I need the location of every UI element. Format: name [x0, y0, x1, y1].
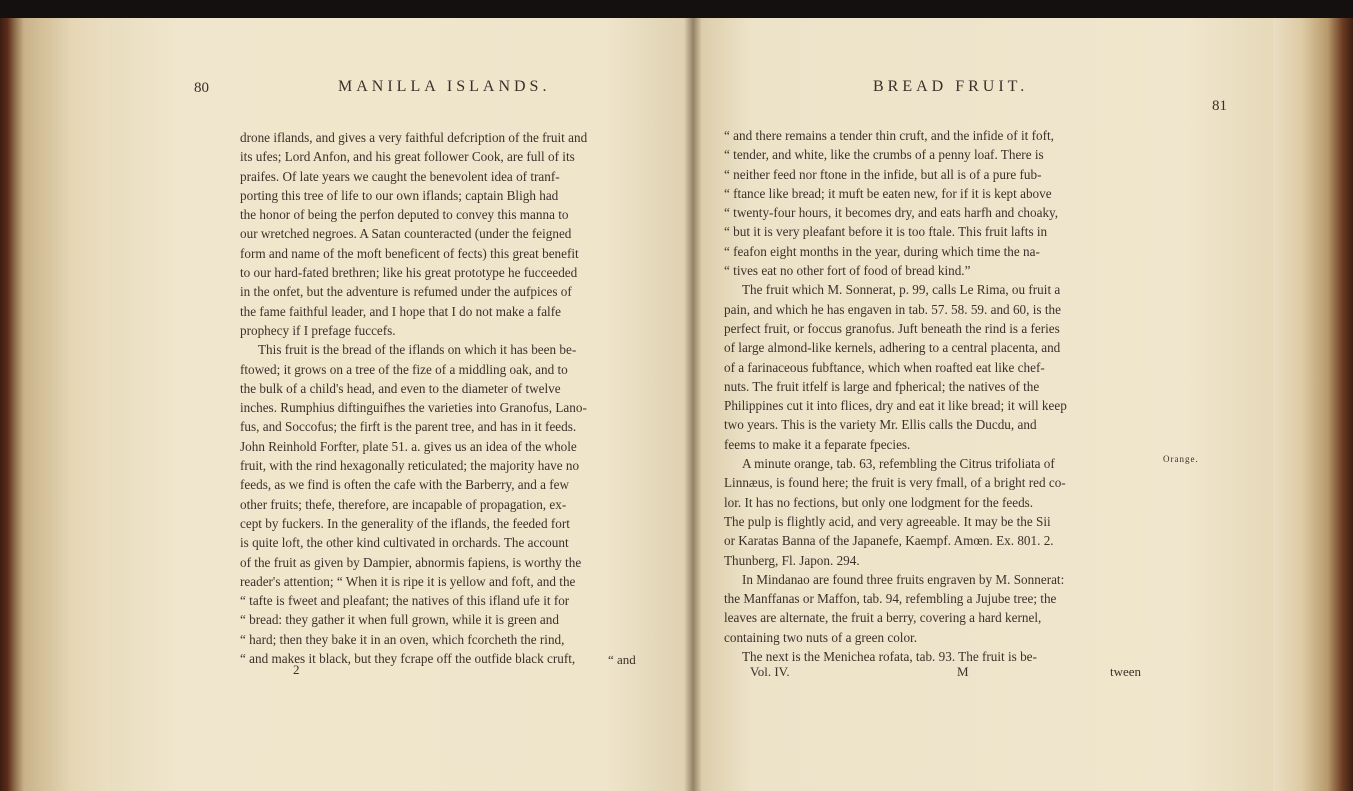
- text-line: The next is the Menichea rofata, tab. 93. The fruit is be-: [742, 649, 1037, 665]
- text-line: ftowed; it grows on a tree of the fize of a middling oak, and to: [240, 361, 568, 377]
- text-line: feeds, as we find is often the cafe with the Barberry, and a few: [240, 477, 570, 493]
- right-signature-mark: M: [957, 664, 969, 679]
- book-edge-right: [1268, 18, 1353, 791]
- right-signature: Vol. IV.: [750, 664, 790, 679]
- text-line: The pulp is flightly acid, and very agreeable. It may be the Sii: [724, 513, 1051, 529]
- text-line: of the fruit as given by Dampier, abnormis fapiens, is worthy the: [240, 554, 582, 570]
- text-line: This fruit is the bread of the iflands on which it has been be-: [258, 342, 577, 358]
- text-line: the bulk of a child's head, and even to the diameter of twelve: [240, 380, 561, 396]
- left-page-number: 80: [194, 80, 209, 96]
- text-line: two years. This is the variety Mr. Ellis calls the Ducdu, and: [724, 417, 1037, 433]
- text-line: pain, and which he has engaven in tab. 57. 58. 59. and 60, is the: [724, 301, 1061, 317]
- text-line: “ twenty-four hours, it becomes dry, and eats harfh and choaky,: [724, 205, 1059, 221]
- text-line: in the onfet, but the adventure is refumed under the aufpices of: [240, 284, 572, 300]
- text-line: “ bread: they gather it when full grown, while it is green and: [240, 612, 559, 628]
- text-line: lor. It has no fections, but only one lodgment for the feeds.: [724, 494, 1034, 510]
- text-line: the fame faithful leader, and I hope that I do not make a falfe: [240, 303, 561, 319]
- text-line: “ and there remains a tender thin cruft, and the infide of it foft,: [724, 128, 1054, 143]
- text-line: “ hard; then they bake it in an oven, which fcorcheth the rind,: [240, 631, 565, 647]
- text-line: The fruit which M. Sonnerat, p. 99, calls Le Rima, ou fruit a: [742, 282, 1061, 298]
- text-line: leaves are alternate, the fruit a berry, covering a hard kernel,: [724, 610, 1042, 626]
- text-line: of large almond-like kernels, adhering to a central placenta, and: [724, 340, 1061, 356]
- text-line: other fruits; thefe, therefore, are incapable of propagation, ex-: [240, 496, 567, 512]
- book-edge-left: [0, 18, 120, 791]
- text-line: “ ftance like bread; it muft be eaten new, for if it is kept above: [724, 185, 1052, 201]
- left-body-text: [240, 128, 672, 668]
- text-line: feems to make it a feparate fpecies.: [724, 436, 911, 452]
- text-line: of a farinaceous fubftance, which when roafted eat like chef-: [724, 359, 1045, 375]
- right-catchword: tween: [1110, 664, 1142, 679]
- text-line: prophecy if I prefage fuccefs.: [240, 322, 396, 338]
- text-line: Linnæus, is found here; the fruit is very fmall, of a bright red co-: [724, 475, 1066, 491]
- left-signature: 2: [293, 662, 300, 677]
- margin-note-orange: Orange.: [1163, 454, 1199, 464]
- text-line: drone iflands, and gives a very faithful defcription of the fruit and: [240, 130, 588, 145]
- text-line: “ neither feed nor ftone in the infide, but all is of a pure fub-: [724, 166, 1042, 182]
- text-line: “ tender, and white, like the crumbs of a penny loaf. There is: [724, 147, 1044, 163]
- text-line: cept by fuckers. In the generality of the iflands, the feeded fort: [240, 515, 570, 531]
- text-line: “ and makes it black, but they fcrape off the outfide black cruft,: [240, 651, 576, 667]
- text-line: form and name of the moft beneficent of fects) this great benefit: [240, 245, 579, 261]
- text-line: the honor of being the perfon deputed to convey this manna to: [240, 207, 569, 223]
- text-line: Thunberg, Fl. Japon. 294.: [724, 552, 860, 568]
- text-line: “ tafte is fweet and pleafant; the natives of this ifland ufe it for: [240, 593, 570, 609]
- left-catchword: “ and: [608, 652, 636, 667]
- text-line: reader's attention; “ When it is ripe it is yellow and foft, and the: [240, 573, 576, 589]
- text-line: porting this tree of life to our own iflands; captain Bligh had: [240, 187, 559, 203]
- scanner-top-border: [0, 0, 1353, 18]
- text-line: is quite loft, the other kind cultivated in orchards. The account: [240, 535, 569, 551]
- text-line: fruit, with the rind hexagonally reticulated; the majority have no: [240, 458, 580, 474]
- right-running-head: BREAD FRUIT.: [873, 78, 1029, 95]
- text-line: “ tives eat no other fort of food of bread kind.”: [724, 263, 971, 279]
- text-line: Philippines cut it into flices, dry and eat it like bread; it will keep: [724, 398, 1067, 414]
- text-line: “ feafon eight months in the year, during which time the na-: [724, 243, 1040, 259]
- text-line: perfect fruit, or foccus granofus. Juft beneath the rind is a feries: [724, 320, 1060, 336]
- text-line: or Karatas Banna of the Japanefe, Kaempf. Amœn. Ex. 801. 2.: [724, 533, 1054, 549]
- right-page-number: 81: [1212, 98, 1227, 114]
- book-gutter: [684, 18, 702, 791]
- left-running-head: MANILLA ISLANDS.: [338, 78, 551, 95]
- text-line: inches. Rumphius diftinguifhes the varieties into Granofus, Lano-: [240, 400, 587, 416]
- text-line: A minute orange, tab. 63, refembling the Citrus trifoliata of: [742, 456, 1055, 472]
- text-line: In Mindanao are found three fruits engraven by M. Sonnerat:: [742, 571, 1065, 587]
- text-line: praifes. Of late years we caught the benevolent idea of tranf-: [240, 168, 560, 184]
- text-line: “ but it is very pleafant before it is too ftale. This fruit lafts in: [724, 224, 1048, 240]
- text-line: fus, and Soccofus; the firft is the parent tree, and has in it feeds.: [240, 419, 577, 435]
- text-line: John Reinhold Forfter, plate 51. a. gives us an idea of the whole: [240, 438, 577, 454]
- text-line: its ufes; Lord Anfon, and his great follower Cook, are full of its: [240, 149, 575, 165]
- right-body-text: [724, 126, 1160, 666]
- text-line: our wretched negroes. A Satan counteracted (under the feigned: [240, 226, 572, 242]
- text-line: containing two nuts of a green color.: [724, 629, 918, 645]
- text-line: to our hard-fated brethren; like his great prototype he fucceeded: [240, 265, 578, 281]
- text-line: nuts. The fruit itfelf is large and fpherical; the natives of the: [724, 378, 1040, 394]
- text-line: the Manffanas or Maffon, tab. 94, refembling a Jujube tree; the: [724, 591, 1057, 607]
